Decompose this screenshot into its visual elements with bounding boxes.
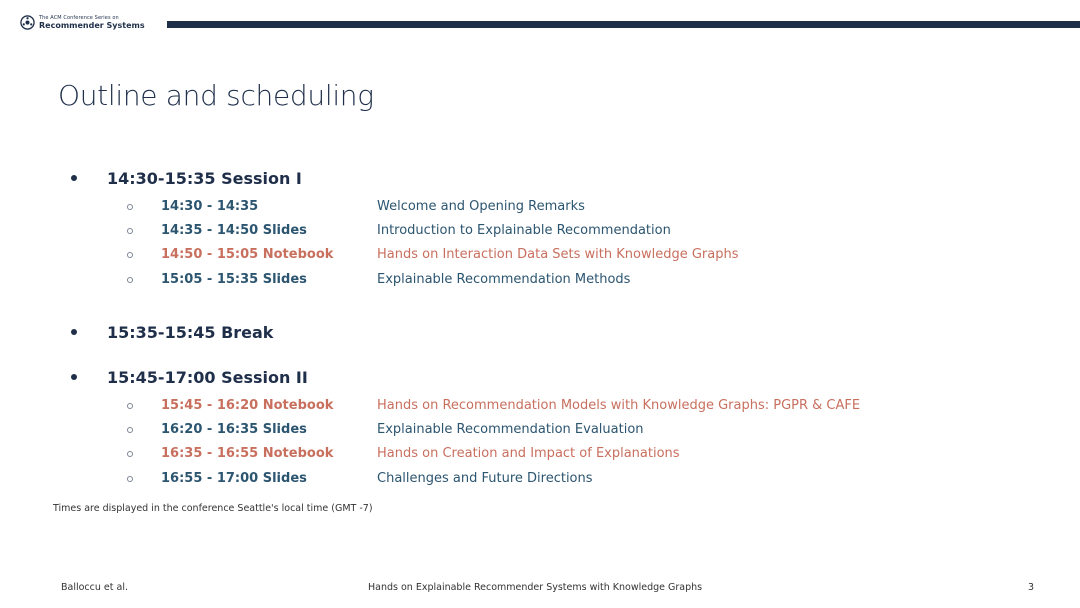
schedule-item bbox=[0, 247, 1000, 265]
logo-subtitle: The ACM Conference Series on bbox=[39, 14, 119, 21]
schedule-item bbox=[0, 272, 1000, 290]
timezone-footnote: Times are displayed in the conference Seattle's local time (GMT -7) bbox=[53, 503, 373, 514]
item-description: Explainable Recommendation Methods bbox=[377, 272, 631, 287]
item-description: Introduction to Explainable Recommendation bbox=[377, 223, 671, 238]
schedule-item bbox=[0, 199, 1000, 217]
item-time: 16:20 - 16:35 Slides bbox=[161, 422, 307, 437]
item-time: 14:30 - 14:35 bbox=[161, 199, 259, 214]
header-bar bbox=[167, 21, 1080, 28]
item-time: 14:50 - 15:05 Notebook bbox=[161, 247, 334, 262]
item-description: Hands on Interaction Data Sets with Knowledge Graphs bbox=[377, 247, 739, 262]
item-description: Challenges and Future Directions bbox=[377, 471, 593, 486]
recsys-logo-icon bbox=[20, 15, 35, 30]
session-label: 15:35-15:45 Break bbox=[107, 323, 274, 342]
item-description: Hands on Recommendation Models with Knowledge Graphs: PGPR & CAFE bbox=[377, 398, 861, 413]
schedule-item bbox=[0, 223, 1000, 241]
slide-title: Outline and scheduling bbox=[58, 79, 374, 112]
item-time: 15:05 - 15:35 Slides bbox=[161, 272, 307, 287]
bullet-icon bbox=[71, 374, 77, 380]
item-time: 14:35 - 14:50 Slides bbox=[161, 223, 307, 238]
session-label: 15:45-17:00 Session II bbox=[107, 368, 308, 387]
page-number: 3 bbox=[1028, 582, 1035, 593]
schedule-item bbox=[0, 398, 1000, 416]
sub-bullet-icon bbox=[127, 427, 133, 433]
footer-authors: Balloccu et al. bbox=[61, 582, 128, 593]
conference-logo bbox=[20, 15, 145, 30]
sub-bullet-icon bbox=[127, 476, 133, 482]
item-time: 16:55 - 17:00 Slides bbox=[161, 471, 307, 486]
item-description: Hands on Creation and Impact of Explanations bbox=[377, 446, 680, 461]
bullet-icon bbox=[71, 175, 77, 181]
bullet-icon bbox=[71, 329, 77, 335]
item-time: 15:45 - 16:20 Notebook bbox=[161, 398, 334, 413]
item-description: Explainable Recommendation Evaluation bbox=[377, 422, 644, 437]
sub-bullet-icon bbox=[127, 277, 133, 283]
sub-bullet-icon bbox=[127, 403, 133, 409]
schedule-item bbox=[0, 422, 1000, 440]
sub-bullet-icon bbox=[127, 252, 133, 258]
sub-bullet-icon bbox=[127, 451, 133, 457]
session-label: 14:30-15:35 Session I bbox=[107, 169, 302, 188]
schedule-item bbox=[0, 446, 1000, 464]
sub-bullet-icon bbox=[127, 228, 133, 234]
sub-bullet-icon bbox=[127, 204, 133, 210]
item-description: Welcome and Opening Remarks bbox=[377, 199, 585, 214]
logo-title: Recommender Systems bbox=[39, 20, 145, 30]
footer-talk-title: Hands on Explainable Recommender Systems with Knowledge Graphs bbox=[368, 582, 703, 593]
item-time: 16:35 - 16:55 Notebook bbox=[161, 446, 334, 461]
schedule-item bbox=[0, 471, 1000, 489]
